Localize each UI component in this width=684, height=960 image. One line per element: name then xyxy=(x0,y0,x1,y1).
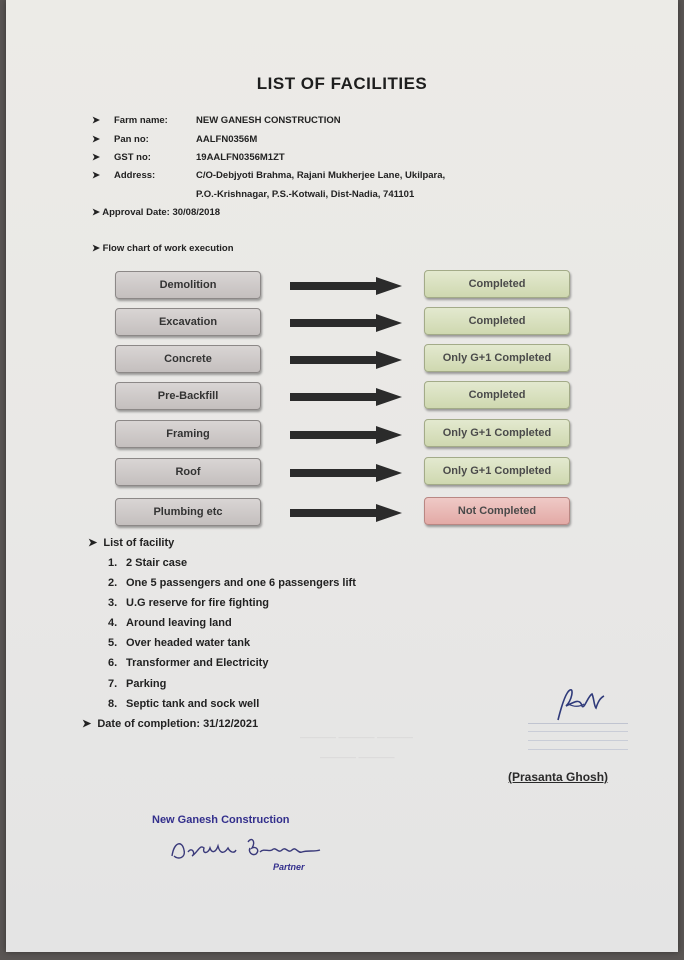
flow-status-pre-backfill: Completed xyxy=(424,381,570,409)
arrow-bullet-icon: ➤ xyxy=(92,115,100,126)
partner-signature-icon xyxy=(168,832,338,866)
signature-icon xyxy=(548,684,608,724)
completion-date: Date of completion: 31/12/2021 xyxy=(97,718,259,730)
info-label: Farm name: xyxy=(114,115,168,126)
signer-name: (Prasanta Ghosh) xyxy=(508,770,609,784)
list-item-number: 1. xyxy=(108,557,118,569)
flow-step-roof: Roof xyxy=(115,458,261,486)
flow-heading: Flow chart of work execution xyxy=(102,243,234,254)
flow-arrow-icon xyxy=(290,313,402,333)
arrow-bullet-icon: ➤ xyxy=(92,207,100,218)
info-label: Pan no: xyxy=(114,134,149,145)
list-item xyxy=(108,637,250,649)
list-item-text: Over headed water tank xyxy=(126,637,251,649)
list-item xyxy=(108,657,268,669)
info-value: C/O-Debjyoti Brahma, Rajani Mukherjee Lane, Ukilpara, xyxy=(196,170,446,181)
partner-title: Partner xyxy=(273,862,305,872)
flow-arrow-icon xyxy=(290,276,402,296)
flow-arrow-icon xyxy=(290,387,402,407)
list-item-number: 2. xyxy=(108,577,118,589)
company-stamp: New Ganesh Construction xyxy=(152,814,290,826)
info-label: Address: xyxy=(114,170,156,181)
list-item-text: U.G reserve for fire fighting xyxy=(126,597,270,609)
info-value: NEW GANESH CONSTRUCTION xyxy=(196,115,341,126)
list-item-number: 4. xyxy=(108,617,118,629)
list-item-text: One 5 passengers and one 6 passengers lift xyxy=(126,577,356,589)
info-value: 19AALFN0356M1ZT xyxy=(196,152,285,163)
flow-step-pre-backfill: Pre-Backfill xyxy=(115,382,261,410)
list-item xyxy=(108,557,187,569)
flow-status-concrete: Only G+1 Completed xyxy=(424,344,570,372)
arrow-bullet-icon: ➤ xyxy=(82,718,92,730)
list-item-text: Parking xyxy=(126,678,167,690)
list-item-text: Transformer and Electricity xyxy=(126,657,269,669)
flow-status-roof: Only G+1 Completed xyxy=(424,457,570,485)
flow-step-demolition: Demolition xyxy=(115,271,261,299)
flow-status-plumbing: Not Completed xyxy=(424,497,570,525)
list-item-number: 3. xyxy=(108,597,118,609)
flow-arrow-icon xyxy=(290,350,402,370)
list-item xyxy=(108,698,259,710)
facility-list-heading xyxy=(88,536,174,549)
flow-heading-row xyxy=(92,243,234,254)
flow-step-excavation: Excavation xyxy=(115,308,261,336)
approval-date: Approval Date: 30/08/2018 xyxy=(102,207,221,218)
document-title: LIST OF FACILITIES xyxy=(256,74,428,93)
list-item-text: Septic tank and sock well xyxy=(126,698,260,710)
arrow-bullet-icon: ➤ xyxy=(92,243,100,254)
flow-arrow-icon xyxy=(290,463,402,483)
info-value: AALFN0356M xyxy=(196,134,258,145)
list-item-text: 2 Stair case xyxy=(126,557,188,569)
address-line-2: P.O.-Krishnagar, P.S.-Kotwali, Dist-Nadia, 741101 xyxy=(196,189,415,200)
approval-date-row xyxy=(92,207,220,218)
facility-list-title: List of facility xyxy=(103,537,175,549)
flow-step-framing: Framing xyxy=(115,420,261,448)
arrow-bullet-icon: ➤ xyxy=(88,537,98,549)
list-item xyxy=(108,617,232,629)
flow-step-concrete: Concrete xyxy=(115,345,261,373)
list-item xyxy=(108,577,356,589)
flow-status-excavation: Completed xyxy=(424,307,570,335)
list-item-number: 5. xyxy=(108,637,118,649)
list-item-number: 8. xyxy=(108,698,118,710)
bleed-through-text: ———— ———— xyxy=(320,752,395,762)
flow-arrow-icon xyxy=(290,503,402,523)
flow-status-demolition: Completed xyxy=(424,270,570,298)
bleed-through-text: ———— ———— ———— xyxy=(300,732,414,742)
arrow-bullet-icon: ➤ xyxy=(92,152,100,163)
list-item xyxy=(108,678,166,690)
list-item xyxy=(108,597,269,609)
completion-date-row xyxy=(82,717,258,730)
info-label: GST no: xyxy=(114,152,151,163)
list-item-text: Around leaving land xyxy=(126,617,232,629)
flow-step-plumbing: Plumbing etc xyxy=(115,498,261,526)
flow-status-framing: Only G+1 Completed xyxy=(424,419,570,447)
flow-arrow-icon xyxy=(290,425,402,445)
arrow-bullet-icon: ➤ xyxy=(92,170,100,181)
list-item-number: 6. xyxy=(108,657,118,669)
list-item-number: 7. xyxy=(108,678,118,690)
arrow-bullet-icon: ➤ xyxy=(92,134,100,145)
